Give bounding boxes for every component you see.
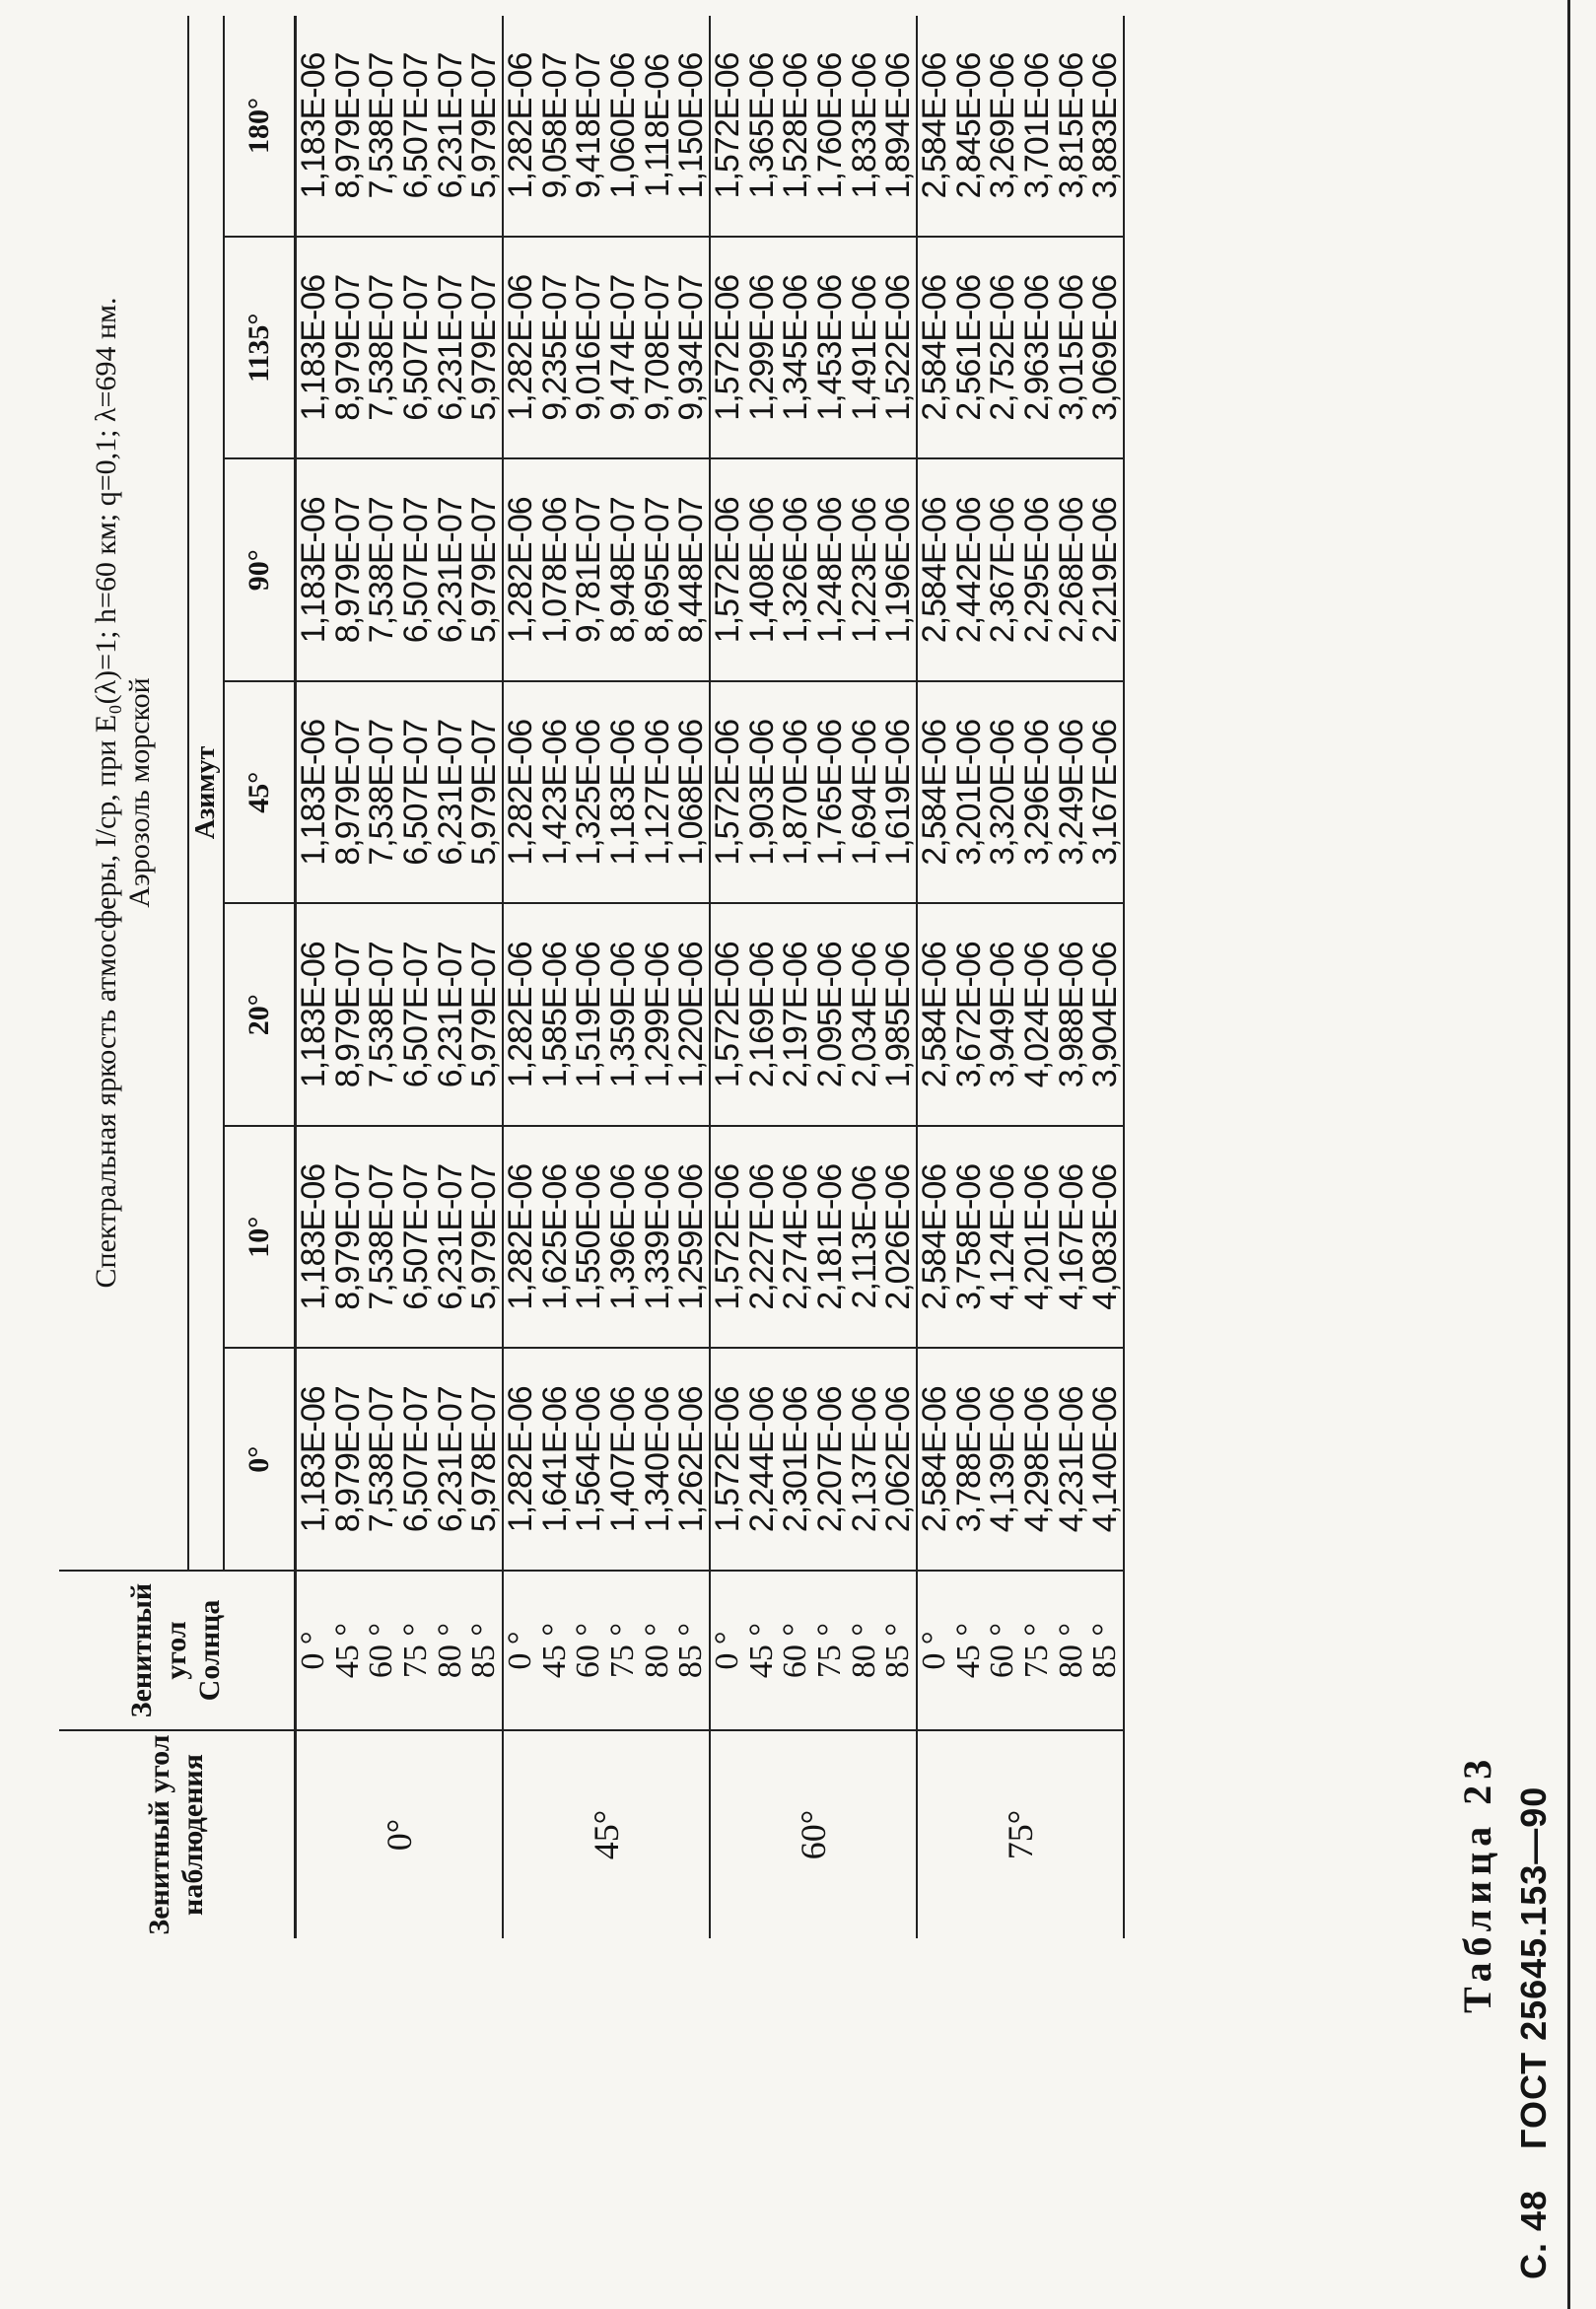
value: 1,068E-06 <box>672 719 711 866</box>
value: 1,870E-06 <box>777 719 815 866</box>
value: 2,584E-06 <box>916 942 954 1088</box>
value: 5,979E-07 <box>465 1163 504 1310</box>
observation-angle: 60° <box>710 1730 917 1938</box>
value: 1,572E-06 <box>709 1163 747 1310</box>
value: 1,127E-06 <box>638 719 676 866</box>
value-cell <box>917 904 1124 1127</box>
value: 9,934E-07 <box>672 274 711 421</box>
value: 6,231E-07 <box>431 719 469 866</box>
value: 1,408E-06 <box>742 497 781 644</box>
azimuth-cell: 45° <box>224 681 296 904</box>
value: 8,948E-07 <box>604 497 643 644</box>
value: 3,815E-06 <box>1052 52 1090 199</box>
value: 2,137E-06 <box>845 1386 883 1533</box>
value: 7,538E-07 <box>363 719 401 866</box>
sun-angle: 75 ° <box>1018 1622 1056 1679</box>
value: 3,788E-06 <box>949 1386 988 1533</box>
value: 1,118E-06 <box>638 53 676 198</box>
value: 1,248E-06 <box>811 497 850 644</box>
value: 1,299E-06 <box>638 942 676 1088</box>
value: 9,474E-07 <box>604 274 643 421</box>
value: 2,584E-06 <box>916 497 954 644</box>
value-cell <box>296 1126 504 1349</box>
sun-angle: 75 ° <box>604 1622 642 1679</box>
caption-row <box>59 16 188 1938</box>
value: 6,231E-07 <box>431 1386 469 1533</box>
value-cell <box>710 1349 917 1572</box>
caption-line-2: Аэрозоль морской <box>123 677 156 908</box>
value: 2,584E-06 <box>916 274 954 421</box>
value: 4,231E-06 <box>1052 1386 1090 1533</box>
value: 2,584E-06 <box>916 1386 954 1533</box>
value: 2,295E-06 <box>1018 497 1057 644</box>
value: 1,183E-06 <box>295 497 332 644</box>
value: 3,296E-06 <box>1018 719 1057 866</box>
value: 8,448E-07 <box>672 497 711 644</box>
value: 1,894E-06 <box>879 52 918 199</box>
value: 4,201E-06 <box>1018 1163 1057 1310</box>
value: 1,183E-06 <box>295 719 332 866</box>
sun-angle: 85 ° <box>879 1622 917 1679</box>
value: 1,183E-06 <box>295 942 332 1088</box>
value: 6,231E-07 <box>431 497 469 644</box>
value: 2,268E-06 <box>1052 497 1090 644</box>
table-row <box>503 16 710 1938</box>
value-cell <box>710 681 917 904</box>
value-cell <box>710 1126 917 1349</box>
value: 1,522E-06 <box>879 274 918 421</box>
value: 3,269E-06 <box>984 52 1022 199</box>
value: 3,015E-06 <box>1052 274 1090 421</box>
value: 2,197E-06 <box>777 942 815 1088</box>
value-cell <box>917 16 1124 237</box>
value: 1,282E-06 <box>502 942 540 1088</box>
value: 9,235E-07 <box>535 274 574 421</box>
value: 1,282E-06 <box>502 719 540 866</box>
sun-angle: 0 ° <box>916 1631 953 1670</box>
value: 5,978E-07 <box>465 1386 504 1533</box>
value: 3,320E-06 <box>984 719 1022 866</box>
value: 7,538E-07 <box>363 1386 401 1533</box>
value-cell <box>917 1126 1124 1349</box>
azimuth-cell: 20° <box>224 904 296 1127</box>
sun-angle: 0 ° <box>502 1631 539 1670</box>
value: 2,181E-06 <box>811 1163 850 1310</box>
value: 7,538E-07 <box>363 942 401 1088</box>
value: 2,244E-06 <box>742 1386 781 1533</box>
value: 2,095E-06 <box>811 942 850 1088</box>
data-table <box>59 16 1125 1938</box>
azimuth-cell: 90° <box>224 459 296 682</box>
value-cell <box>296 681 504 904</box>
value: 1,299E-06 <box>742 274 781 421</box>
value: 2,367E-06 <box>984 497 1022 644</box>
value: 4,139E-06 <box>984 1386 1022 1533</box>
value: 9,781E-07 <box>570 497 608 644</box>
azimuth-cell: 0° <box>224 1349 296 1572</box>
value: 1,572E-06 <box>709 1386 747 1533</box>
value: 6,231E-07 <box>431 942 469 1088</box>
value: 7,538E-07 <box>363 497 401 644</box>
value: 1,150E-06 <box>672 52 711 199</box>
value: 1,223E-06 <box>845 497 883 644</box>
sun-angle: 0 ° <box>295 1631 331 1670</box>
value: 2,062E-06 <box>879 1386 918 1533</box>
value: 3,201E-06 <box>949 719 988 866</box>
value: 1,694E-06 <box>845 719 883 866</box>
value: 6,507E-07 <box>397 52 436 199</box>
value: 3,701E-06 <box>1018 52 1057 199</box>
value: 5,979E-07 <box>465 719 504 866</box>
standard-number: ГОСТ 25645.153—90 <box>1513 1785 1554 2149</box>
col-head-observation: Зенитный угол наблюдения <box>59 1730 296 1938</box>
value: 1,625E-06 <box>535 1163 574 1310</box>
value: 2,584E-06 <box>916 1163 954 1310</box>
value: 1,183E-06 <box>295 52 332 199</box>
value: 8,979E-07 <box>328 942 367 1088</box>
sun-angle: 0 ° <box>709 1631 746 1670</box>
value: 4,083E-06 <box>1086 1163 1125 1310</box>
value: 1,339E-06 <box>638 1163 676 1310</box>
value: 1,619E-06 <box>879 719 918 866</box>
value: 1,641E-06 <box>535 1386 574 1533</box>
value: 1,396E-06 <box>604 1163 643 1310</box>
caption-line-1: Спектральная яркость атмосферы, I/ср, при E₀(λ)=1; h=60 км; q=0,1; λ=694 нм. <box>89 297 122 1289</box>
value: 6,507E-07 <box>397 1386 436 1533</box>
value: 1,325E-06 <box>570 719 608 866</box>
value: 1,365E-06 <box>742 52 781 199</box>
value: 2,963E-06 <box>1018 274 1057 421</box>
azimuth-cell: 10° <box>224 1126 296 1349</box>
caption-cell <box>59 16 188 1571</box>
value: 1,196E-06 <box>879 497 918 644</box>
value: 1,078E-06 <box>535 497 574 644</box>
value: 1,282E-06 <box>502 1386 540 1533</box>
page-header <box>1513 1757 1555 2279</box>
value: 6,231E-07 <box>431 52 469 199</box>
value: 4,167E-06 <box>1052 1163 1090 1310</box>
value: 1,183E-06 <box>295 1386 332 1533</box>
azimuth-cell: 180° <box>224 16 296 237</box>
value: 1,572E-06 <box>709 274 747 421</box>
value: 1,282E-06 <box>502 274 540 421</box>
value: 1,572E-06 <box>709 719 747 866</box>
value: 1,282E-06 <box>502 52 540 199</box>
value-cell <box>917 681 1124 904</box>
table-title: Таблица 23 <box>1455 1753 1499 2013</box>
value: 1,183E-06 <box>295 274 332 421</box>
value-cell <box>710 16 917 237</box>
value: 1,585E-06 <box>535 942 574 1088</box>
value-cell <box>296 904 504 1127</box>
value: 6,507E-07 <box>397 497 436 644</box>
value: 8,695E-07 <box>638 497 676 644</box>
value: 2,845E-06 <box>949 52 988 199</box>
sun-angle: 60 ° <box>570 1622 607 1679</box>
value: 1,985E-06 <box>879 942 918 1088</box>
value: 1,491E-06 <box>845 274 883 421</box>
value: 1,183E-06 <box>295 1163 332 1310</box>
value: 7,538E-07 <box>363 1163 401 1310</box>
value-cell <box>296 237 504 459</box>
value: 2,442E-06 <box>949 497 988 644</box>
value: 1,407E-06 <box>604 1386 643 1533</box>
table-row <box>296 16 504 1938</box>
sun-angle: 60 ° <box>777 1622 814 1679</box>
value: 1,220E-06 <box>672 942 711 1088</box>
value: 2,584E-06 <box>916 719 954 866</box>
value: 9,418E-07 <box>570 52 608 199</box>
value: 3,069E-06 <box>1086 274 1125 421</box>
value-cell <box>710 904 917 1127</box>
value: 1,564E-06 <box>570 1386 608 1533</box>
value: 3,949E-06 <box>984 942 1022 1088</box>
value-cell <box>710 237 917 459</box>
value: 2,207E-06 <box>811 1386 850 1533</box>
sun-angle: 80 ° <box>431 1622 468 1679</box>
value-cell <box>503 681 710 904</box>
top-rule <box>1567 0 1570 2309</box>
value: 3,904E-06 <box>1086 942 1125 1088</box>
sun-angle: 45 ° <box>949 1622 987 1679</box>
value: 3,672E-06 <box>949 942 988 1088</box>
sun-angle: 60 ° <box>984 1622 1021 1679</box>
sun-angle: 60 ° <box>363 1622 400 1679</box>
value: 1,528E-06 <box>777 52 815 199</box>
value: 2,219E-06 <box>1086 497 1125 644</box>
value: 2,034E-06 <box>845 942 883 1088</box>
value-cell <box>917 1349 1124 1572</box>
value: 1,060E-06 <box>604 52 643 199</box>
value: 4,140E-06 <box>1086 1386 1125 1533</box>
value: 3,249E-06 <box>1052 719 1090 866</box>
value: 6,507E-07 <box>397 942 436 1088</box>
sun-angle: 85 ° <box>672 1622 710 1679</box>
value: 1,453E-06 <box>811 274 850 421</box>
observation-angle: 0° <box>296 1730 504 1938</box>
value-cell <box>296 1349 504 1572</box>
value: 1,519E-06 <box>570 942 608 1088</box>
value: 4,124E-06 <box>984 1163 1022 1310</box>
value: 1,572E-06 <box>709 497 747 644</box>
value: 5,979E-07 <box>465 497 504 644</box>
sun-angle: 80 ° <box>638 1622 675 1679</box>
value-cell <box>503 237 710 459</box>
value: 1,423E-06 <box>535 719 574 866</box>
sun-angles <box>710 1571 917 1730</box>
value: 1,183E-06 <box>604 719 643 866</box>
value: 1,282E-06 <box>502 497 540 644</box>
azimuth-label: Азимут <box>188 16 224 1571</box>
value: 1,340E-06 <box>638 1386 676 1533</box>
sun-angle: 75 ° <box>397 1622 435 1679</box>
value: 8,979E-07 <box>328 719 367 866</box>
value: 8,979E-07 <box>328 1386 367 1533</box>
value: 2,584E-06 <box>916 52 954 199</box>
value: 4,024E-06 <box>1018 942 1057 1088</box>
sun-angle: 80 ° <box>845 1622 882 1679</box>
value-cell <box>296 459 504 682</box>
value: 1,345E-06 <box>777 274 815 421</box>
sun-angle: 45 ° <box>328 1622 366 1679</box>
value: 8,979E-07 <box>328 1163 367 1310</box>
sun-angle: 75 ° <box>811 1622 849 1679</box>
sun-angle: 80 ° <box>1052 1622 1089 1679</box>
sun-angle: 45 ° <box>535 1622 573 1679</box>
sun-angles <box>503 1571 710 1730</box>
sun-angle: 85 ° <box>465 1622 503 1679</box>
value: 5,979E-07 <box>465 274 504 421</box>
value-cell <box>503 459 710 682</box>
sun-angle: 45 ° <box>742 1622 780 1679</box>
value: 1,259E-06 <box>672 1163 711 1310</box>
sun-angles <box>296 1571 504 1730</box>
value: 8,979E-07 <box>328 497 367 644</box>
value: 3,988E-06 <box>1052 942 1090 1088</box>
value-cell <box>296 16 504 237</box>
value: 1,760E-06 <box>811 52 850 199</box>
value: 8,979E-07 <box>328 52 367 199</box>
value: 2,301E-06 <box>777 1386 815 1533</box>
value: 6,507E-07 <box>397 719 436 866</box>
azimuth-cell: 1135° <box>224 237 296 459</box>
value: 3,758E-06 <box>949 1163 988 1310</box>
value: 1,282E-06 <box>502 1163 540 1310</box>
value: 6,507E-07 <box>397 1163 436 1310</box>
col-head-sun: Зенитный угол Солнца <box>59 1571 296 1730</box>
value-cell <box>503 1349 710 1572</box>
value: 6,507E-07 <box>397 274 436 421</box>
value: 1,903E-06 <box>742 719 781 866</box>
page-label: С. 48 <box>1513 2189 1554 2279</box>
value: 1,765E-06 <box>811 719 850 866</box>
value: 1,833E-06 <box>845 52 883 199</box>
value: 7,538E-07 <box>363 52 401 199</box>
value: 2,227E-06 <box>742 1163 781 1310</box>
value-cell <box>917 459 1124 682</box>
value: 1,572E-06 <box>709 52 747 199</box>
value: 2,169E-06 <box>742 942 781 1088</box>
value: 1,550E-06 <box>570 1163 608 1310</box>
value: 1,359E-06 <box>604 942 643 1088</box>
value-cell <box>503 904 710 1127</box>
value-cell <box>503 16 710 237</box>
value: 2,752E-06 <box>984 274 1022 421</box>
value-cell <box>503 1126 710 1349</box>
value: 3,167E-06 <box>1086 719 1125 866</box>
value: 3,883E-06 <box>1086 52 1125 199</box>
table-row <box>917 16 1124 1938</box>
value: 4,298E-06 <box>1018 1386 1057 1533</box>
observation-angle: 75° <box>917 1730 1124 1938</box>
value-cell <box>917 237 1124 459</box>
sun-angles <box>917 1571 1124 1730</box>
value: 2,113E-06 <box>845 1165 883 1309</box>
value: 8,979E-07 <box>328 274 367 421</box>
value: 1,262E-06 <box>672 1386 711 1533</box>
value: 5,979E-07 <box>465 52 504 199</box>
value: 2,561E-06 <box>949 274 988 421</box>
value: 7,538E-07 <box>363 274 401 421</box>
value: 9,058E-07 <box>535 52 574 199</box>
value: 6,231E-07 <box>431 1163 469 1310</box>
value: 1,572E-06 <box>709 942 747 1088</box>
value-cell <box>710 459 917 682</box>
value: 1,326E-06 <box>777 497 815 644</box>
value: 6,231E-07 <box>431 274 469 421</box>
value: 9,708E-07 <box>638 274 676 421</box>
value: 2,274E-06 <box>777 1163 815 1310</box>
observation-angle: 45° <box>503 1730 710 1938</box>
value: 2,026E-06 <box>879 1163 918 1310</box>
value: 5,979E-07 <box>465 942 504 1088</box>
value: 9,016E-07 <box>570 274 608 421</box>
table-row <box>710 16 917 1938</box>
sun-angle: 85 ° <box>1086 1622 1124 1679</box>
